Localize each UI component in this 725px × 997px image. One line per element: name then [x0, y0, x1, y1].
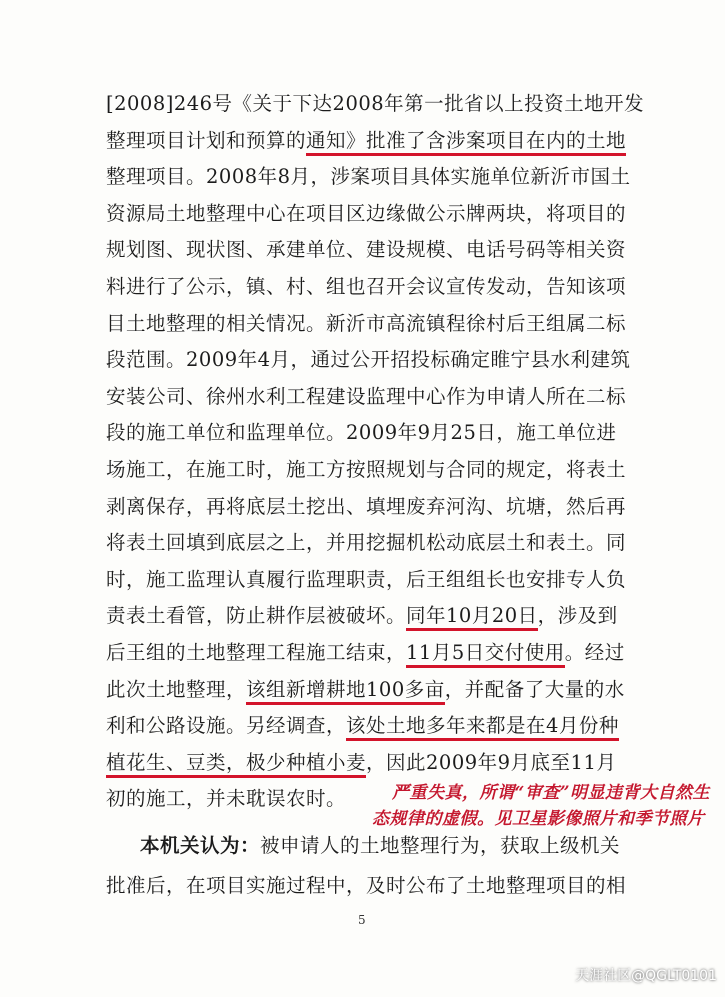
watermark: 天涯社区@QGLT0101: [575, 968, 717, 984]
page-number: 5: [358, 913, 366, 927]
underlined-text: 通知》批准了含涉案项目在内的土地: [306, 129, 626, 156]
text-segment: ，因此2009年9月底至11月: [366, 750, 617, 774]
text-line: [106, 531, 626, 555]
text-line: [106, 458, 626, 482]
text-segment: 此次土地整理，: [106, 677, 247, 701]
text-line: [106, 202, 626, 226]
text-segment: 规划图、现状图、承建单位、建设规模、电话号码等相关资: [106, 238, 627, 262]
text-line: [106, 787, 346, 811]
text-segment: ，并配备了大量的水: [444, 677, 625, 701]
text-segment: 段范围。2009年4月，通过公开招投标确定睢宁县水利建筑: [106, 348, 631, 372]
text-segment: 剥离保存，再将底层土挖出、填埋废弃河沟、坑塘，然后再: [106, 494, 627, 518]
text-line: [106, 641, 625, 665]
text-line: [106, 92, 644, 116]
underlined-text: 11月5日交付使用: [406, 641, 565, 668]
text-segment: ，涉及到: [537, 604, 618, 628]
text-line: [106, 714, 619, 738]
text-segment: 时，施工监理认真履行监理职责，后王组组长也安排专人负: [106, 567, 627, 591]
text-line: [106, 495, 626, 519]
underlined-text: 该组新增耕地100多亩: [246, 678, 445, 705]
text-line: [106, 678, 625, 702]
text-segment: 料进行了公示，镇、村、组也召开会议宣传发动，告知该项: [106, 275, 627, 298]
text-line: [106, 275, 626, 299]
text-segment: 段的施工单位和监理单位。2009年9月25日，施工单位进: [106, 421, 617, 445]
handwritten-annotation-line-1: 严重失真，所谓“审查”明显违背大自然生: [392, 783, 711, 803]
text-line: [106, 348, 631, 372]
text-line: [106, 165, 631, 189]
text-segment: 初的施工，并未耽误农时。: [106, 787, 347, 811]
text-segment: [2008]246号《关于下达2008年第一批省以上投资土地开发: [106, 92, 645, 115]
text-segment: 整理项目。2008年8月，涉案项目具体实施单位新沂市国土: [106, 165, 631, 189]
text-line: [106, 604, 618, 628]
text-line: [106, 129, 626, 153]
text-segment: 。经过: [564, 641, 625, 664]
text-line: [106, 238, 626, 262]
text-line: [106, 312, 626, 336]
underlined-text: 植花生、豆类，极少种植小麦: [106, 751, 366, 778]
handwritten-annotation-line-2: 态规律的虚假。见卫星影像照片和季节照片: [372, 809, 705, 829]
text-segment: 场施工，在施工时，施工方按照规划与合同的规定，将表土: [106, 458, 627, 481]
text-line: [106, 385, 626, 409]
text-line: [106, 751, 616, 775]
text-segment: 目土地整理的相关情况。新沂市高流镇程徐村后王组属二标: [106, 311, 627, 335]
text-segment: 整理项目计划和预算的: [106, 128, 307, 152]
conclusion-lead: 本机关认为：: [140, 834, 261, 857]
underlined-text: 同年10月20日: [406, 604, 538, 631]
text-segment: 安装公司、徐州水利工程建设监理中心作为申请人所在二标: [106, 384, 627, 408]
conclusion-rest: 被申请人的土地整理行为，获取上级机关: [260, 834, 621, 857]
text-line: [106, 568, 626, 592]
text-segment: 利和公路设施。另经调查，: [106, 714, 347, 738]
conclusion-line-1: [140, 834, 620, 858]
text-segment: 责表土看管，防止耕作层被破坏。: [106, 604, 407, 628]
conclusion-line-2: 批准后，在项目实施过程中，及时公布了土地整理项目的相: [106, 874, 627, 897]
underlined-text: 该处土地多年来都是在4月份种: [346, 714, 619, 741]
text-segment: 资源局土地整理中心在项目区边缘做公示牌两块，将项目的: [106, 201, 627, 225]
text-segment: 后王组的土地整理工程施工结束，: [106, 641, 407, 664]
text-line: [106, 421, 616, 445]
text-segment: 将表土回填到底层之上，并用挖掘机松动底层土和表土。同: [106, 531, 627, 555]
